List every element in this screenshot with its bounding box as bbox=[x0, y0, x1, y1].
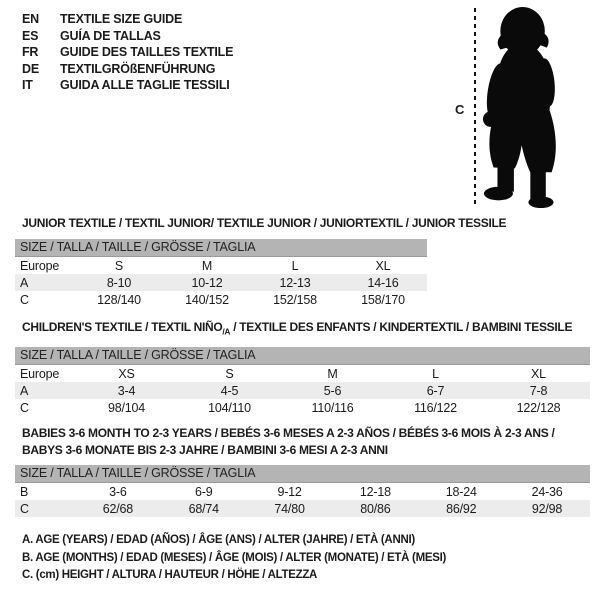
lang-row-en bbox=[22, 11, 233, 28]
row-label: A bbox=[20, 275, 29, 290]
footnote-legend bbox=[22, 534, 446, 587]
size-cell: 104/110 bbox=[208, 400, 251, 415]
size-cell: 9-12 bbox=[277, 484, 302, 499]
size-cell: 98/104 bbox=[107, 400, 146, 415]
footnote-a: A. AGE (YEARS) / EDAD (AÑOS) / ÂGE (ANS) / ALTER (JAHRE) / ETÀ (ANNI) bbox=[22, 534, 415, 546]
size-cell: XL bbox=[531, 366, 546, 381]
size-cell: 5-6 bbox=[323, 383, 342, 398]
size-cell: XL bbox=[375, 258, 391, 273]
row-label: Europe bbox=[20, 366, 60, 381]
lang-label: TEXTILE SIZE GUIDE bbox=[60, 12, 183, 27]
table-row bbox=[15, 291, 427, 308]
size-cell: 6-9 bbox=[195, 484, 213, 499]
table-row bbox=[15, 257, 427, 274]
size-cell: 18-24 bbox=[445, 484, 477, 499]
size-cell: 122/128 bbox=[516, 400, 561, 415]
heading-text: CHILDREN'S TEXTILE / TEXTIL NIÑO bbox=[22, 320, 223, 334]
size-cell: L bbox=[291, 258, 299, 273]
size-cell: 3-4 bbox=[117, 383, 136, 398]
lang-label: GUÍA DE TALLAS bbox=[60, 28, 161, 43]
babies-section-heading-line1: BABIES 3-6 MONTH TO 2-3 YEARS / BEBÉS 3-6 MESES A 2-3 AÑOS / BÉBÉS 3-6 MOIS À 2-3 ANS / bbox=[22, 426, 555, 440]
size-cell: 152/158 bbox=[273, 292, 317, 307]
childrens-section-heading bbox=[22, 320, 572, 336]
table-row bbox=[15, 382, 590, 399]
lang-code: EN bbox=[22, 12, 39, 27]
heading-subscript: /A bbox=[222, 326, 231, 337]
row-label: C bbox=[20, 292, 29, 307]
size-cell: 7-8 bbox=[529, 383, 548, 398]
size-cell: 74/80 bbox=[274, 501, 305, 516]
size-header-band: SIZE / TALLA / TAILLE / GRÖSSE / TAGLIA bbox=[15, 239, 427, 257]
row-label: A bbox=[20, 383, 29, 398]
size-cell: 128/140 bbox=[97, 292, 141, 307]
size-cell: 62/68 bbox=[102, 501, 134, 516]
size-header-band: SIZE / TALLA / TAILLE / GRÖSSE / TAGLIA bbox=[15, 465, 590, 483]
lang-row-fr bbox=[22, 44, 233, 61]
heading-text: / TEXTILE DES ENFANTS / KINDERTEXTIL / BAMBINI TESSILE bbox=[230, 320, 573, 334]
babies-section-heading-line2: BABYS 3-6 MONATE BIS 2-3 JAHRE / BAMBINI 3-6 MESI A 2-3 ANNI bbox=[22, 443, 388, 457]
lang-label: GUIDA ALLE TAGLIE TESSILI bbox=[60, 78, 230, 93]
height-measure-dashed-line bbox=[474, 8, 476, 208]
size-cell: S bbox=[114, 258, 124, 273]
size-cell: 158/170 bbox=[361, 292, 405, 307]
size-cell: 110/116 bbox=[311, 400, 354, 415]
size-cell: 92/98 bbox=[531, 501, 563, 516]
childrens-size-table bbox=[15, 347, 590, 416]
size-cell: L bbox=[432, 366, 439, 381]
size-cell: 116/122 bbox=[414, 400, 457, 415]
height-measure-label: C bbox=[455, 102, 465, 117]
table-row bbox=[15, 500, 590, 517]
row-label: Europe bbox=[20, 258, 60, 273]
baby-toddler-silhouette-icon bbox=[482, 4, 598, 212]
lang-label: TEXTILGRÖßENFÜHRUNG bbox=[60, 61, 216, 76]
lang-code: IT bbox=[22, 78, 33, 93]
lang-row-es bbox=[22, 28, 233, 45]
size-cell: 10-12 bbox=[191, 275, 223, 290]
size-header-band: SIZE / TALLA / TAILLE / GRÖSSE / TAGLIA bbox=[15, 347, 590, 365]
size-cell: M bbox=[327, 366, 338, 381]
lang-code: FR bbox=[22, 45, 39, 60]
language-title-block bbox=[22, 11, 233, 94]
lang-row-de bbox=[22, 61, 233, 78]
size-cell: 8-10 bbox=[106, 275, 132, 290]
footnote-c: C. (cm) HEIGHT / ALTURA / HAUTEUR / HÖHE / ALTEZZA bbox=[22, 569, 318, 581]
size-cell: XS bbox=[118, 366, 135, 381]
row-label: B bbox=[20, 484, 29, 499]
table-row bbox=[15, 483, 590, 500]
junior-section-heading: JUNIOR TEXTILE / TEXTIL JUNIOR/ TEXTILE JUNIOR / JUNIORTEXTIL / JUNIOR TESSILE bbox=[22, 216, 507, 230]
size-cell: M bbox=[201, 258, 213, 273]
size-cell: 86/92 bbox=[446, 501, 477, 516]
lang-code: DE bbox=[22, 61, 39, 76]
size-cell: 12-18 bbox=[359, 484, 391, 499]
footnote-b: B. AGE (MONTHS) / EDAD (MESES) / ÂGE (MOIS) / ALTER (MONATE) / ETÀ (MESI) bbox=[22, 551, 447, 564]
row-label: C bbox=[20, 501, 29, 516]
size-cell: 80/86 bbox=[360, 501, 391, 516]
table-row bbox=[15, 399, 590, 416]
size-cell: S bbox=[225, 366, 234, 381]
size-cell: 6-7 bbox=[426, 383, 445, 398]
size-cell: 14-16 bbox=[367, 275, 399, 290]
table-row bbox=[15, 274, 427, 291]
lang-code: ES bbox=[22, 28, 39, 43]
lang-label: GUIDE DES TAILLES TEXTILE bbox=[60, 45, 234, 60]
table-row bbox=[15, 365, 590, 382]
size-cell: 12-13 bbox=[279, 275, 311, 290]
size-cell: 3-6 bbox=[109, 484, 127, 499]
size-cell: 4-5 bbox=[220, 383, 239, 398]
size-cell: 140/152 bbox=[185, 292, 229, 307]
size-cell: 68/74 bbox=[188, 501, 219, 516]
lang-row-it bbox=[22, 77, 233, 94]
row-label: C bbox=[20, 400, 29, 415]
size-cell: 24-36 bbox=[531, 484, 563, 499]
junior-size-table bbox=[15, 239, 427, 308]
babies-size-table bbox=[15, 465, 590, 517]
